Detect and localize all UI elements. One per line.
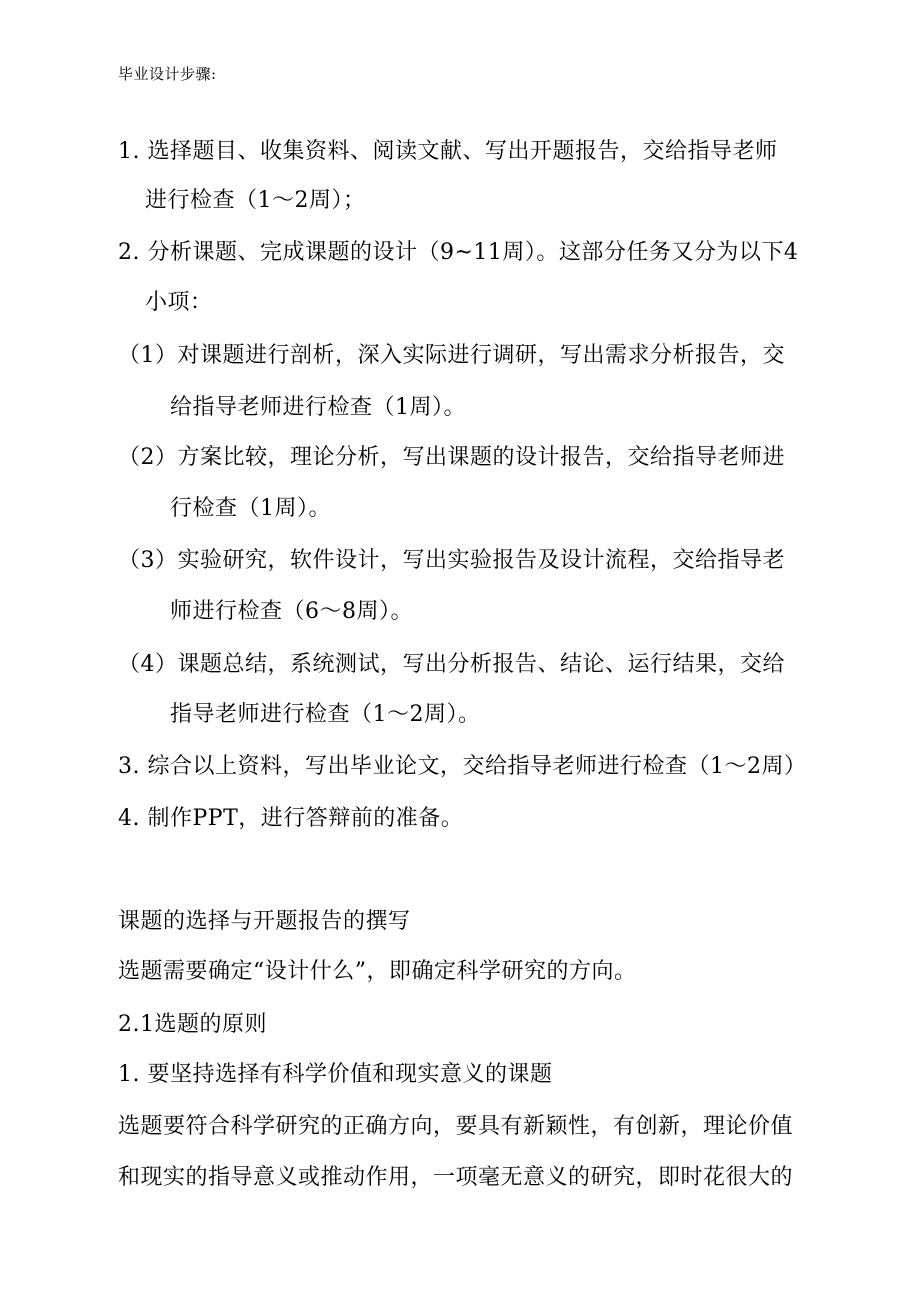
step-2-line-2: 小项：: [145, 290, 213, 315]
substep-3-line-2: 师进行检查（6～8周）。: [170, 599, 413, 624]
doc-header-title: 毕业设计步骤:: [118, 65, 217, 83]
step-1-line-1: 1. 选择题目、收集资料、阅读文献、写出开题报告，交给指导老师: [118, 139, 778, 164]
step-1-line-2: 进行检查（1～2周）；: [145, 188, 366, 213]
step-4: 4. 制作PPT，进行答辩前的准备。: [118, 806, 464, 831]
principle-heading: 1. 要坚持选择有科学价值和现实意义的课题: [118, 1062, 553, 1087]
substep-2-line-1: （2）方案比较，理论分析，写出课题的设计报告，交给指导老师进: [118, 445, 785, 470]
paragraph-line-2: 和现实的指导意义或推动作用，一项毫无意义的研究，即时花很大的: [118, 1165, 794, 1190]
section-subheading: 2.1选题的原则: [118, 1012, 267, 1037]
substep-3-line-1: （3）实验研究，软件设计，写出实验报告及设计流程，交给指导老: [118, 548, 785, 573]
step-2-line-1: 2. 分析课题、完成课题的设计（9~11周）。这部分任务又分为以下4: [118, 240, 799, 265]
substep-4-line-1: （4）课题总结，系统测试，写出分析报告、结论、运行结果，交给: [118, 652, 785, 677]
substep-1-line-1: （1）对课题进行剖析，深入实际进行调研，写出需求分析报告，交: [118, 343, 785, 368]
substep-2-line-2: 行检查（1周）。: [170, 496, 331, 521]
substep-1-line-2: 给指导老师进行检查（1周）。: [170, 395, 466, 420]
step-3: 3. 综合以上资料，写出毕业论文，交给指导老师进行检查（1～2周）: [118, 754, 807, 779]
section-title: 课题的选择与开题报告的撰写: [118, 909, 411, 934]
paragraph-line-1: 选题要符合科学研究的正确方向，要具有新颖性，有创新，理论价值: [118, 1114, 794, 1139]
substep-4-line-2: 指导老师进行检查（1～2周）。: [170, 702, 481, 727]
section-intro: 选题需要确定“设计什么”，即确定科学研究的方向。: [118, 959, 637, 984]
